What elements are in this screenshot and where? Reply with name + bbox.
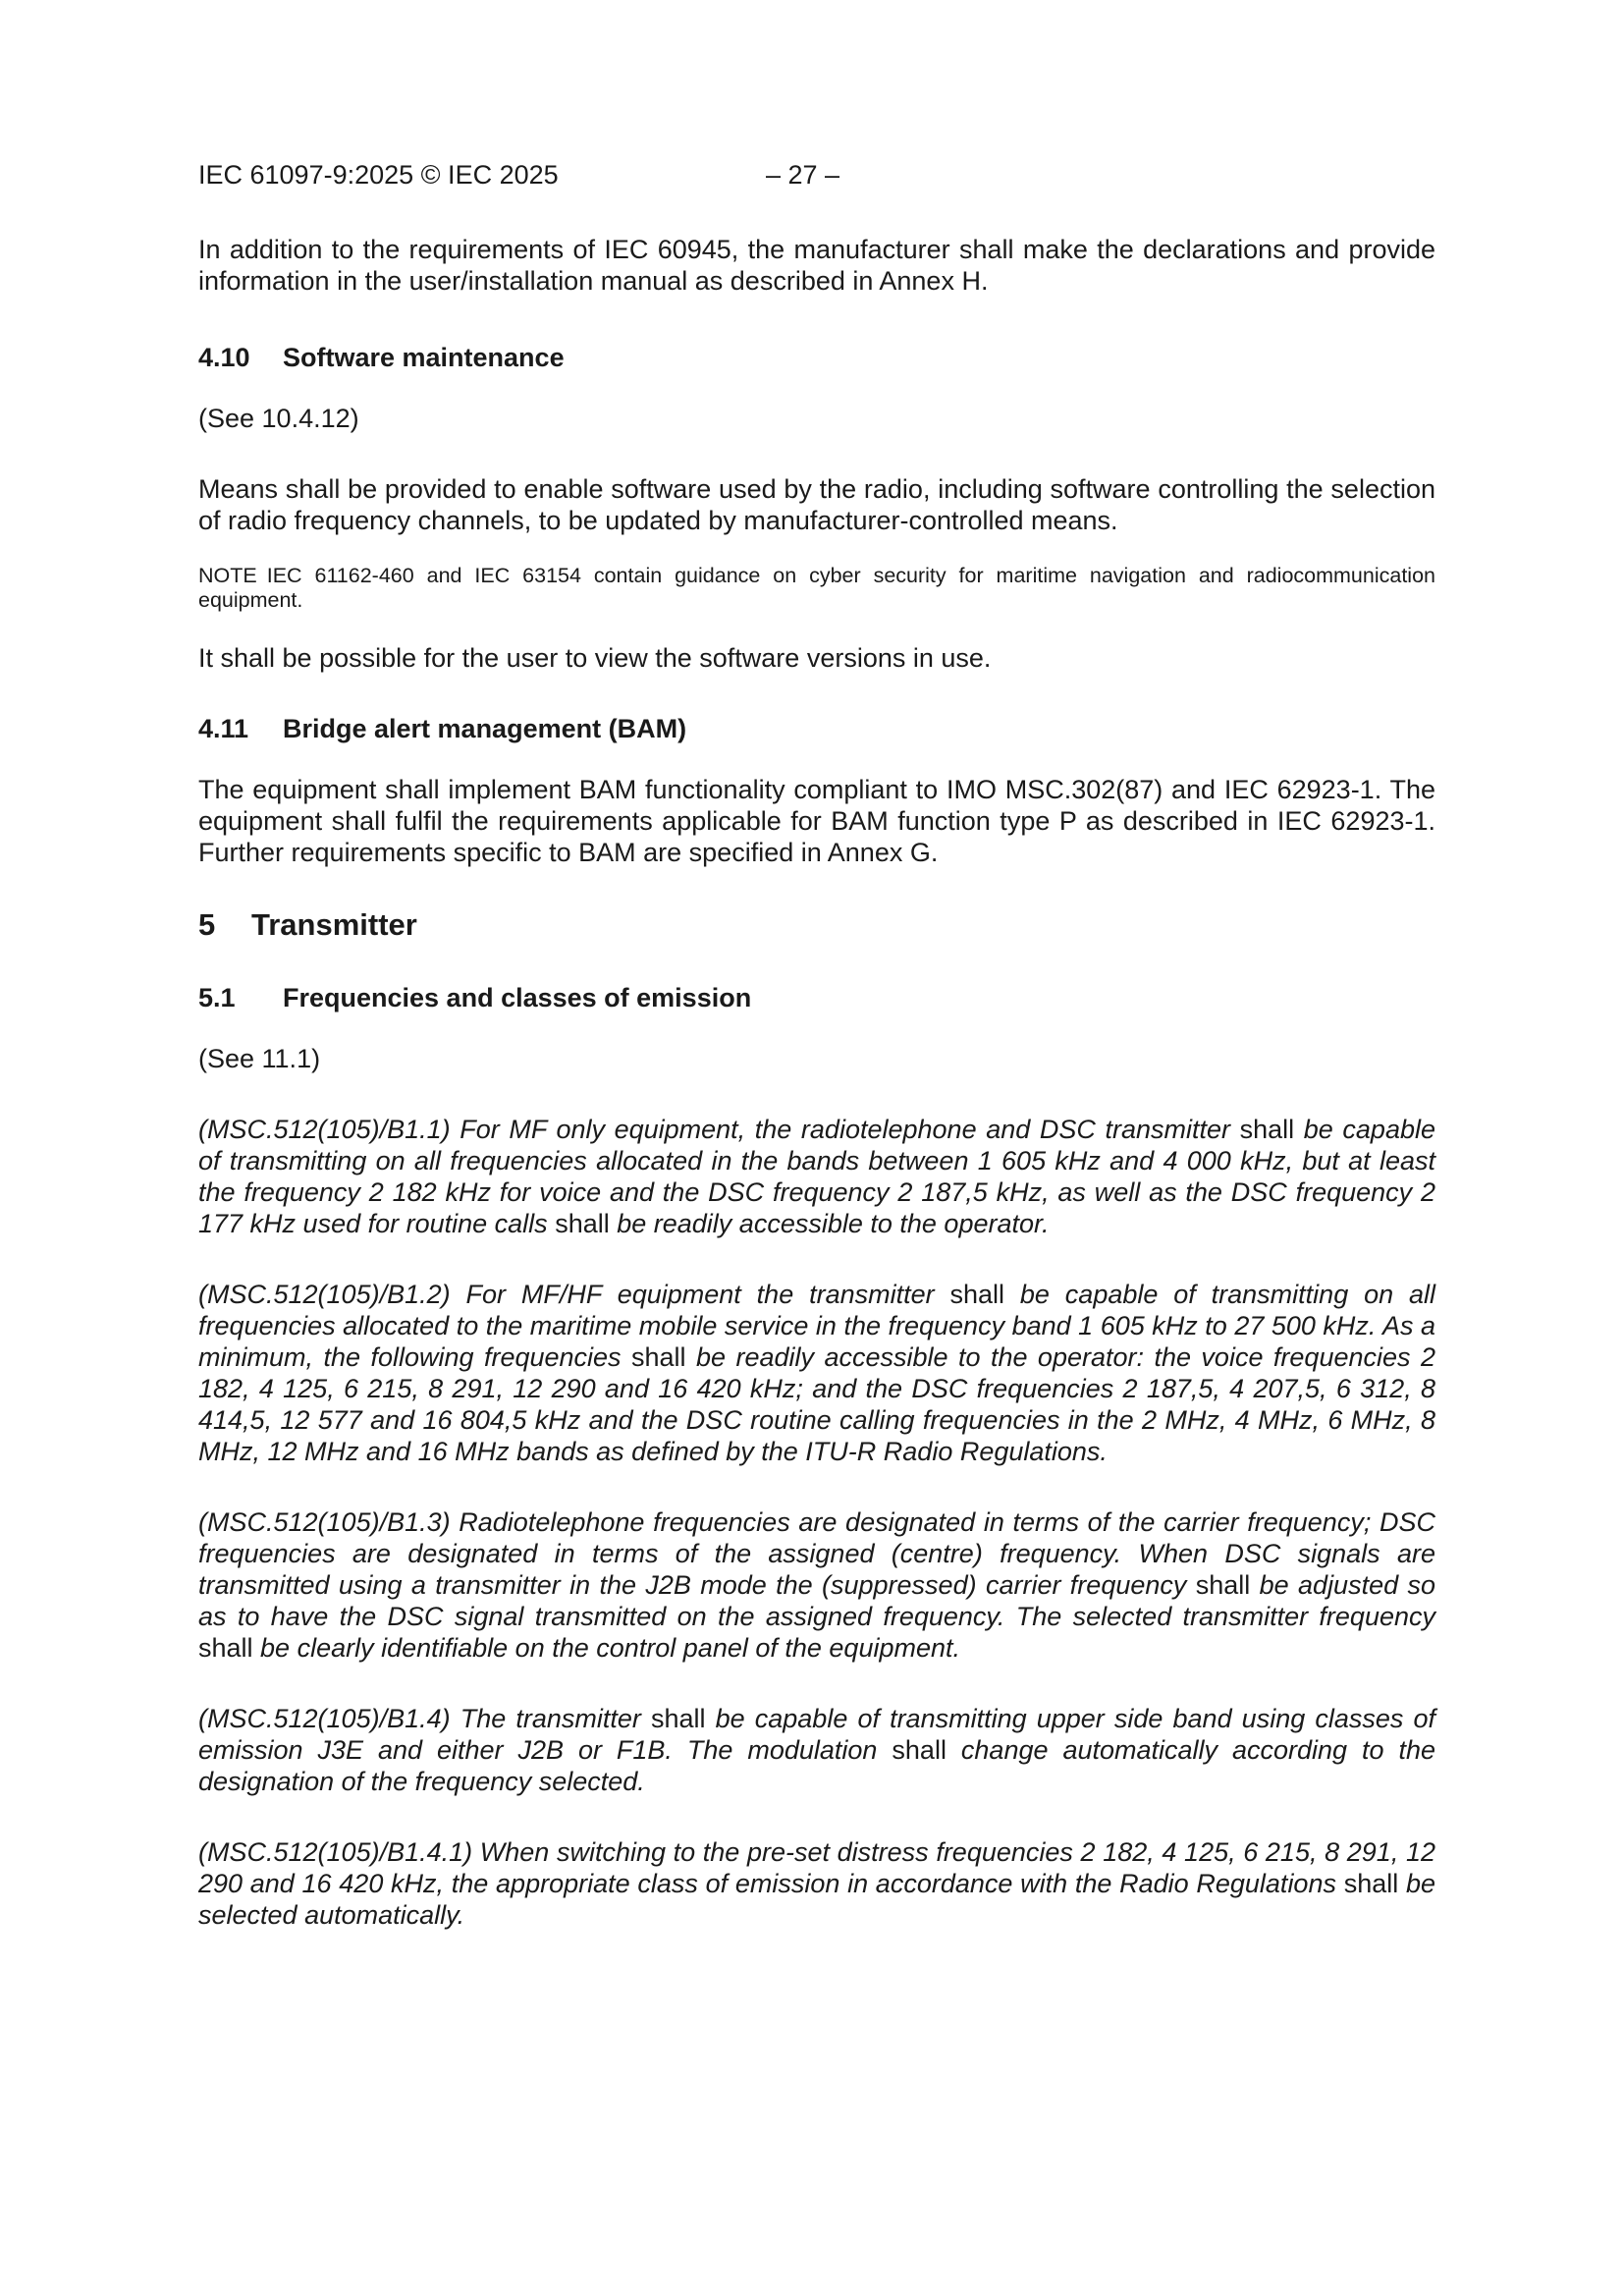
- software-paragraph: Means shall be provided to enable software used by the radio, including software controlling the selection of radio frequency channels, to be updated by manufacturer-controlled means.: [198, 474, 1435, 535]
- section-5-heading: [198, 907, 1435, 943]
- italic-text: be capable of transmitting upper side band using classes of emission J3E and either J2B or F1B. The modulation: [198, 1704, 1435, 1765]
- italic-text: be clearly identifiable on the control panel of the equipment.: [260, 1633, 960, 1663]
- section-4-11-heading: [198, 713, 1435, 744]
- note-text: IEC 61162-460 and IEC 63154 contain guidance on cyber security for maritime navigation and radiocommunication equipment.: [198, 564, 1435, 612]
- shall-text: shall: [1186, 1570, 1260, 1600]
- requirement-b1-4: [198, 1703, 1435, 1797]
- shall-text: shall: [934, 1280, 1020, 1309]
- italic-text: (MSC.512(105)/B1.4.1) When switching to the pre-set distress frequencies 2 182, 4 125, 6 215, 8 291, 12 290 and 16 420 kHz, the appropriate class of emission in accordance with the Radio Regulations: [198, 1837, 1435, 1898]
- italic-text: be selected automatically.: [198, 1869, 1435, 1930]
- requirement-b1-1: [198, 1114, 1435, 1239]
- shall-text: shall: [198, 1633, 261, 1663]
- page-header: [198, 160, 1435, 195]
- shall-text: shall: [640, 1704, 716, 1733]
- italic-text: (MSC.512(105)/B1.3) Radiotelephone frequencies are designated in terms of the carrier frequency; DSC frequencies are designated in terms of the assigned (centre) frequency. When DSC signals are transmitted using a transmitter in the J2B mode the (suppressed) carrier frequency: [198, 1507, 1435, 1600]
- section-number: 5: [198, 907, 216, 942]
- shall-text: shall: [1230, 1115, 1304, 1144]
- section-title: Bridge alert management (BAM): [283, 714, 687, 743]
- requirement-b1-3: [198, 1506, 1435, 1664]
- section-title: Transmitter: [251, 907, 417, 942]
- italic-text: be capable of transmitting on all frequencies allocated in the bands between 1 605 kHz and 4 000 kHz, but at least the frequency 2 182 kHz for voice and the DSC frequency 2 187,5 kHz, as well as the DSC frequency 2 177 kHz used for routine calls: [198, 1115, 1435, 1238]
- italic-text: be capable of transmitting on all frequencies allocated to the maritime mobile service in the frequency band 1 605 kHz to 27 500 kHz. As a minimum, the following frequencies: [198, 1280, 1435, 1372]
- document-id: IEC 61097-9:2025 © IEC 2025: [198, 160, 559, 190]
- shall-text: shall: [1335, 1869, 1406, 1898]
- section-number: 4.10: [198, 343, 250, 372]
- italic-text: (MSC.512(105)/B1.4) The transmitter: [198, 1704, 641, 1733]
- note-label: NOTE: [198, 564, 257, 587]
- requirement-b1-4-1: [198, 1836, 1435, 1931]
- section-title: Software maintenance: [283, 343, 565, 372]
- section-number: 4.11: [198, 714, 249, 743]
- software-version-paragraph: It shall be possible for the user to view the software versions in use.: [198, 643, 992, 673]
- italic-text: (MSC.512(105)/B1.1) For MF only equipment, the radiotelephone and DSC transmitter: [198, 1115, 1230, 1144]
- requirement-b1-2: [198, 1279, 1435, 1467]
- intro-paragraph: In addition to the requirements of IEC 60945, the manufacturer shall make the declarations and provide information in the user/installation manual as described in Annex H.: [198, 235, 1435, 296]
- italic-text: be readily accessible to the operator.: [617, 1209, 1050, 1238]
- bam-paragraph: The equipment shall implement BAM functionality compliant to IMO MSC.302(87) and IEC 62923-1. The equipment shall fulfil the requirements applicable for BAM function type P as described in IEC 62923-1. Further requirements specific to BAM are specified in Annex G.: [198, 775, 1435, 867]
- shall-text: shall: [547, 1209, 618, 1238]
- shall-text: shall: [621, 1342, 696, 1372]
- see-reference: (See 11.1): [198, 1044, 321, 1073]
- section-4-10-heading: [198, 342, 1435, 373]
- note: [198, 564, 1435, 613]
- italic-text: be adjusted so as to have the DSC signal transmitted on the assigned frequency. The selected transmitter frequency: [198, 1570, 1435, 1631]
- italic-text: change automatically according to the designation of the frequency selected.: [198, 1735, 1435, 1796]
- section-title: Frequencies and classes of emission: [283, 983, 752, 1012]
- page-number: – 27 –: [766, 160, 840, 190]
- page-content: [198, 234, 1435, 1931]
- section-5-1-heading: [198, 982, 1435, 1013]
- shall-text: shall: [877, 1735, 961, 1765]
- italic-text: be readily accessible to the operator: the voice frequencies 2 182, 4 125, 6 215, 8 291, 12 290 and 16 420 kHz; and the DSC frequencies 2 187,5, 4 207,5, 6 312, 8 414,5, 12 577 and 16 804,5 kHz and the DSC routine calling frequencies in the 2 MHz, 4 MHz, 6 MHz, 8 MHz, 12 MHz and 16 MHz bands as defined by the ITU-R Radio Regulations.: [198, 1342, 1435, 1466]
- italic-text: (MSC.512(105)/B1.2) For MF/HF equipment the transmitter: [198, 1280, 935, 1309]
- see-reference: (See 10.4.12): [198, 404, 359, 433]
- section-number: 5.1: [198, 983, 236, 1012]
